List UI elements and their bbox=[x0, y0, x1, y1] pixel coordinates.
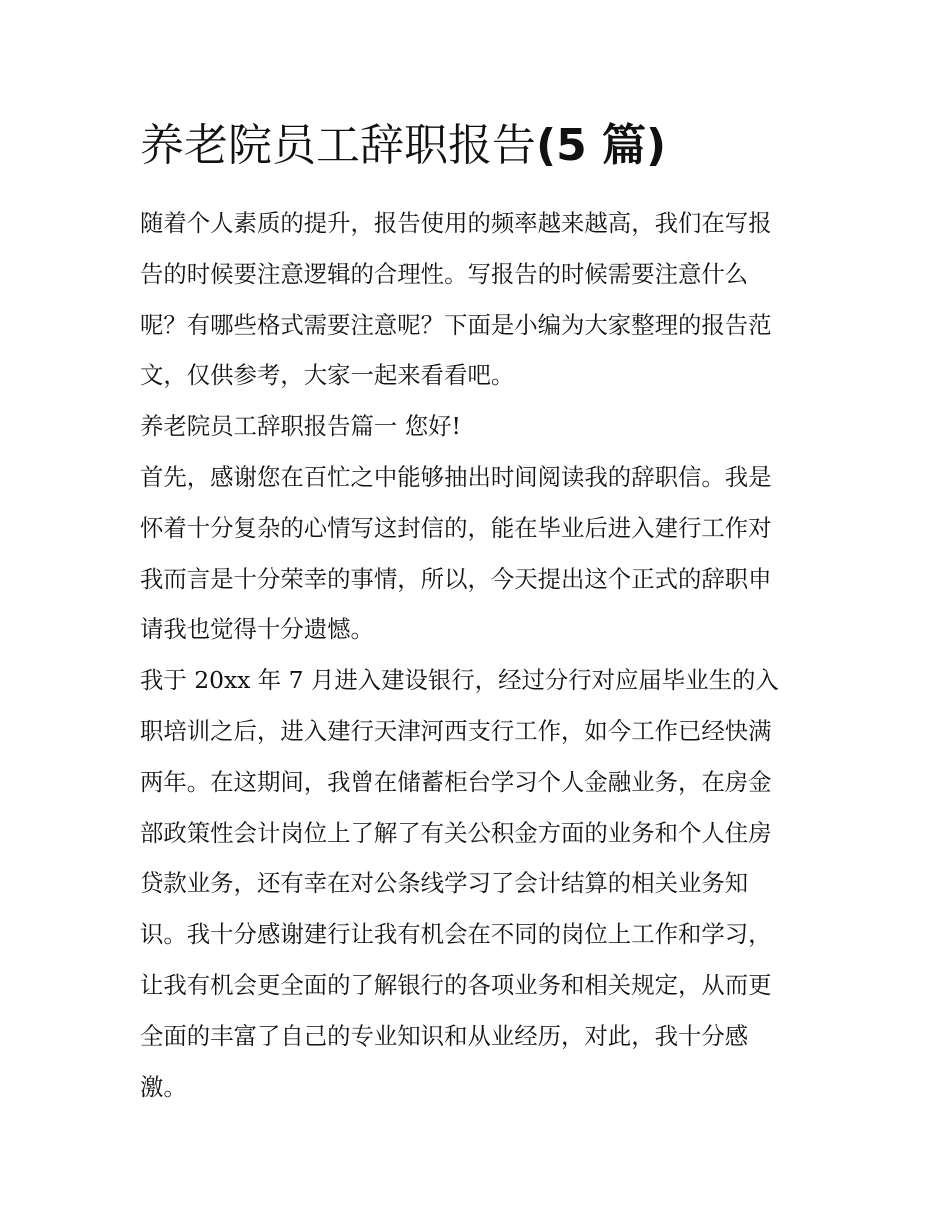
text-line: 激。 bbox=[140, 1072, 187, 1101]
document-body bbox=[140, 198, 820, 1112]
text-line: 随着个人素质的提升，报告使用的频率越来越高，我们在写报 bbox=[140, 209, 772, 237]
text-line: 告的时候要注意逻辑的合理性。写报告的时候需要注意什么 bbox=[140, 259, 749, 288]
title-suffix: (5 篇) bbox=[536, 120, 667, 171]
text-line: 请我也觉得十分遗憾。 bbox=[140, 615, 374, 644]
text-line: 贷款业务，还有幸在对公条线学习了会计结算的相关业务知 bbox=[140, 869, 749, 898]
text-line: 两年。在这期间，我曾在储蓄柜台学习个人金融业务，在房金 bbox=[140, 767, 772, 796]
text-line: 我于 20xx 年 7 月进入建设银行，经过分行对应届毕业生的入 bbox=[140, 666, 779, 695]
section-heading-line: 养老院员工辞职报告篇一 您好! bbox=[140, 412, 461, 441]
title-main: 养老院员工辞职报告 bbox=[140, 120, 536, 171]
text-line: 文，仅供参考，大家一起来看看吧。 bbox=[140, 361, 515, 390]
text-line: 识。我十分感谢建行让我有机会在不同的岗位上工作和学习， bbox=[140, 920, 772, 949]
text-line: 职培训之后，进入建行天津河西支行工作，如今工作已经快满 bbox=[140, 716, 772, 745]
text-line: 全面的丰富了自己的专业知识和从业经历，对此，我十分感 bbox=[140, 1021, 749, 1050]
document-title bbox=[140, 116, 840, 176]
text-line: 首先，感谢您在百忙之中能够抽出时间阅读我的辞职信。我是 bbox=[140, 462, 772, 491]
text-line: 我而言是十分荣幸的事情，所以，今天提出这个正式的辞职申 bbox=[140, 564, 772, 593]
text-line: 让我有机会更全面的了解银行的各项业务和相关规定，从而更 bbox=[140, 970, 772, 999]
text-line: 部政策性会计岗位上了解了有关公积金方面的业务和个人住房 bbox=[140, 818, 772, 847]
text-line: 呢？有哪些格式需要注意呢？下面是小编为大家整理的报告范 bbox=[140, 310, 772, 339]
text-line: 怀着十分复杂的心情写这封信的，能在毕业后进入建行工作对 bbox=[140, 513, 772, 542]
